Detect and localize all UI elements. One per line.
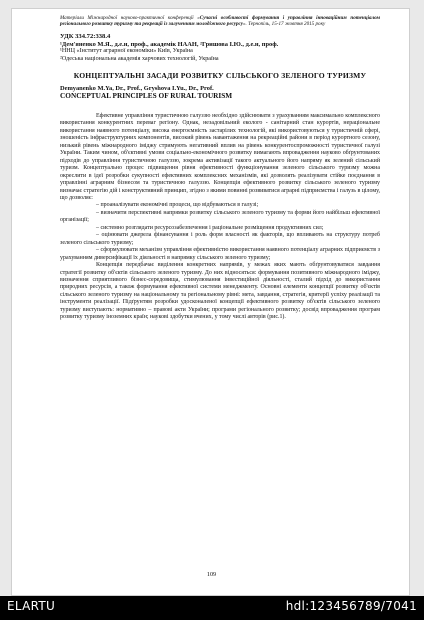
repository-label: ELARTU bbox=[7, 599, 56, 613]
conference-header bbox=[60, 15, 380, 28]
authors-en: Demyanenko M.Ya, Dr., Prof., Gryshova I.Yu., Dr., Prof. bbox=[60, 84, 214, 92]
list-item: – оцінювати джерела фінансування і роль форм власності як факторів, що впливають на структуру потреб зеленого сільського туризму; bbox=[60, 232, 380, 246]
handle-identifier[interactable]: hdl:123456789/7041 bbox=[285, 599, 417, 613]
list-item: – сформулювати механізм управління ефективністю використання наявного потенціалу аграрних підприємств з урахуванням диверсифікації їх діяльності в напрямку сільського зеленого туризму; bbox=[60, 247, 380, 261]
viewer-footer-bar bbox=[0, 596, 424, 620]
article-title-en: CONCEPTUAL PRINCIPLES OF RURAL TOURISM bbox=[60, 91, 233, 101]
paragraph-2: Концепція передбачає виділення конкретних напрямів, у межах яких мають обґрунтовуватися завдання стратегії розвитку об'єктів сільського зеленого туризму. До них відносяться: формування позитивного міжнародного іміджу, визначення сприятливого бізнес-середовища, стимулювання інвестиційної діяльності, сталий підхід до використання природних ресурсів, а також формування ефективної системи менеджменту. Основні елементи концепції розвитку об'єктів сільського зеленого туризму на національному та регіональному рівні: мета, завдання, стратегія, критерії успіху реалізації та інструменти реалізації. Підґрунтям розробки удосконаленої концепції ефективного розвитку об'єктів сільського зеленого туризму виступають: нормативно – правові акти України; програми регіонального розвитку; досвід впровадження програм розвитку туризму іноземних країн; наукові здобутки вчених, у тому числі авторів (рис.1). bbox=[60, 262, 380, 321]
page-content bbox=[60, 15, 380, 322]
conference-prefix: Матеріали Міжнародної науково-практичної конференції « bbox=[60, 15, 200, 21]
authors-ua: ¹Дем'яненко М.Я., д.е.н, проф., академік НААН, ²Гришова І.Ю., д.е.н, проф. bbox=[60, 40, 279, 48]
conference-suffix: ». Тернопіль, 15-17 жовтня 2015 року bbox=[243, 21, 326, 28]
affiliation-1: ¹ННЦ «Інститут аграрної економіки» Київ, Україна bbox=[60, 48, 193, 55]
article-body bbox=[60, 113, 380, 322]
article-title-ua: КОНЦЕПТУАЛЬНІ ЗАСАДИ РОЗВИТКУ СІЛЬСЬКОГО ЗЕЛЕНОГО ТУРИЗМУ bbox=[73, 70, 367, 80]
page-number: 109 bbox=[206, 571, 217, 578]
affiliation-2: ²Одеська національна академія харчових технологій, Україна bbox=[60, 56, 219, 62]
udk-code: УДК 334.72:338.4 bbox=[60, 32, 111, 40]
document-page bbox=[11, 8, 410, 596]
list-item: – системно розглядати ресурсозабезпечення і раціональне розміщення продуктивних сил; bbox=[96, 224, 324, 231]
list-item: – проаналізувати економічні процеси, що відбуваються в галузі; bbox=[96, 202, 259, 209]
conference-title: Сучасні особливості формування і управління інноваційним потенціалом регіонального розвитку туризму та рекреації із залученням молодіжного ресурсу bbox=[60, 15, 381, 28]
paragraph-1: Ефективне управління туристичною галуззю необхідно здійснювати з урахуванням максимально комплексного використання конкурентних переваг регіону. Однак, незадовільний еколого - санітарний стан курортів, нераціональне використання наявного потенціалу, висока енергоємність застарілих технологій, які використовуються у туристичній сфері, зношеність інфраструктурних компонентів, високий рівень навантаження на рекреаційні райони в період курортного сезону, низький рівень міжнародного іміджу стримують негативний вплив на рівень конкурентоспроможності туристичної галузі України. Таким чином, об'єктивні умови соціально-економічного розвитку вимагають впровадження науково обґрунтованих підходів до управління туристичною галуззю, зокрема активізації такого актуального його напряму як зелений сільський туризм. Концептуально процес підвищення рівня ефективності функціонування зеленого сільського туризму можна окреслити в ідеї розробки сукупності ефективних комплексних механізмів, які дозволять реалізувати стійке поєднання в управлінні аграрним бізнесом та туристичною галуззю. Концепція ефективного розвитку сільського зеленого туризму визначає стратегію дій і конструктивний принцип, згідно з якими повинні розвиватися аграрні підприємства і галузь в цілому, що дозволяє: bbox=[60, 112, 380, 201]
list-item: – визначити перспективні напрямки розвитку сільського зеленого туризму та форми його найбільш ефективної організації; bbox=[60, 209, 380, 224]
